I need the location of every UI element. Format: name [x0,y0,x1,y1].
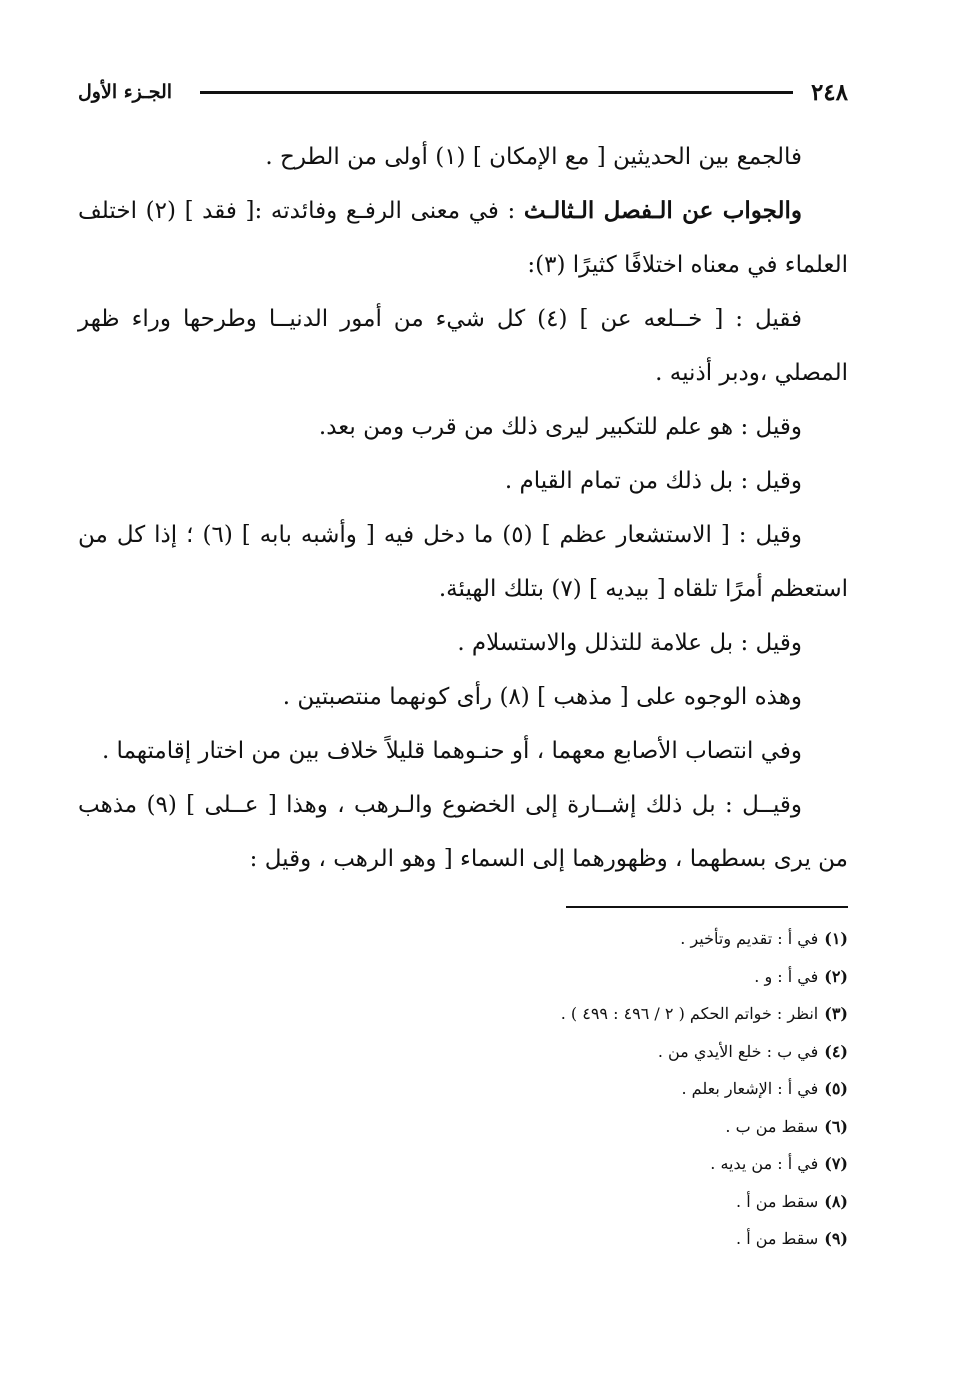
book-page [78,72,848,1258]
footnote: (٧)في أ : من يديه . [710,1154,848,1173]
paragraph: وقيل : هو علم للتكبير ليرى ذلك من قرب ومن بعد. [318,414,802,440]
paragraph: وقيل : بل علامة للتذلل والاستسلام . [457,630,802,656]
paragraph: وقيل : بل ذلك من تمام القيام . [504,468,802,494]
main-text [78,130,848,886]
section-heading: والجواب عن الـفصل الـثالـث [523,197,802,224]
header-rule [200,91,793,94]
page-number: ٢٤٨ [810,78,848,106]
footnote: (٩)سقط من أ . [736,1229,848,1248]
footnotes [78,920,848,1258]
page-header [78,72,848,112]
footnote: (٢)في أ : و . [754,966,848,986]
footnote: (٨)سقط من أ . [736,1191,848,1211]
paragraph: وقيل : [ الاستشعار عظم ] (٥) ما دخل فيه [ وأشبه بابه ] (٦) ؛ إذا كل من استعظم أمرًا تلقاه [ بيديه ] (٧) بتلك الهيئة. [78,522,848,602]
paragraph: وهذه الوجوه على [ مذهب ] (٨) رأى كونهما منتصبتين . [282,684,802,710]
paragraph: فالجمع بين الحديثين [ مع الإمكان ] (١) أولى من الطرح . [265,144,802,170]
paragraph: وقيــل : بل ذلك إشــارة إلى الخضوع والـرهب ، وهذا [ عــلى ] (٩) مذهب من يرى بسطهما ، وظهورهما إلى السماء [ وهو الرهب ، وقيل : [78,792,848,872]
footnote: (١)في أ : تقديم وتأخير . [680,929,848,948]
footnote: (٤)في ب : خلع الأيدي من . [657,1041,848,1061]
footnote: (٥)في أ : الإشعار بعلم . [681,1079,848,1098]
footnote: (٣)انظر : خواتم الحكم ( ٢ / ٤٩٦ : ٤٩٩ ) . [560,1004,848,1023]
volume-title: الجـزء الأول [78,81,173,103]
paragraph: فقيل : [ خــلعه عن ] (٤) كل شيء من أمور الدنيــا وطرحها وراء ظهر المصلي ،ودبر أذنيه . [78,306,848,386]
footnote-separator [566,906,848,908]
paragraph: والجواب عن الـفصل الـثالـث : في معنى الرفـع وفائدته :[ فقد ] (٢) اختلف العلماء في معناه اختلافًا كثيرًا (٣): [78,197,848,278]
paragraph: وفي انتصاب الأصابع معهما ، أو حنـوهما قليلاً خلاف بين من اختار إقامتهما . [101,738,802,764]
footnote: (٦)سقط من ب . [725,1116,848,1136]
